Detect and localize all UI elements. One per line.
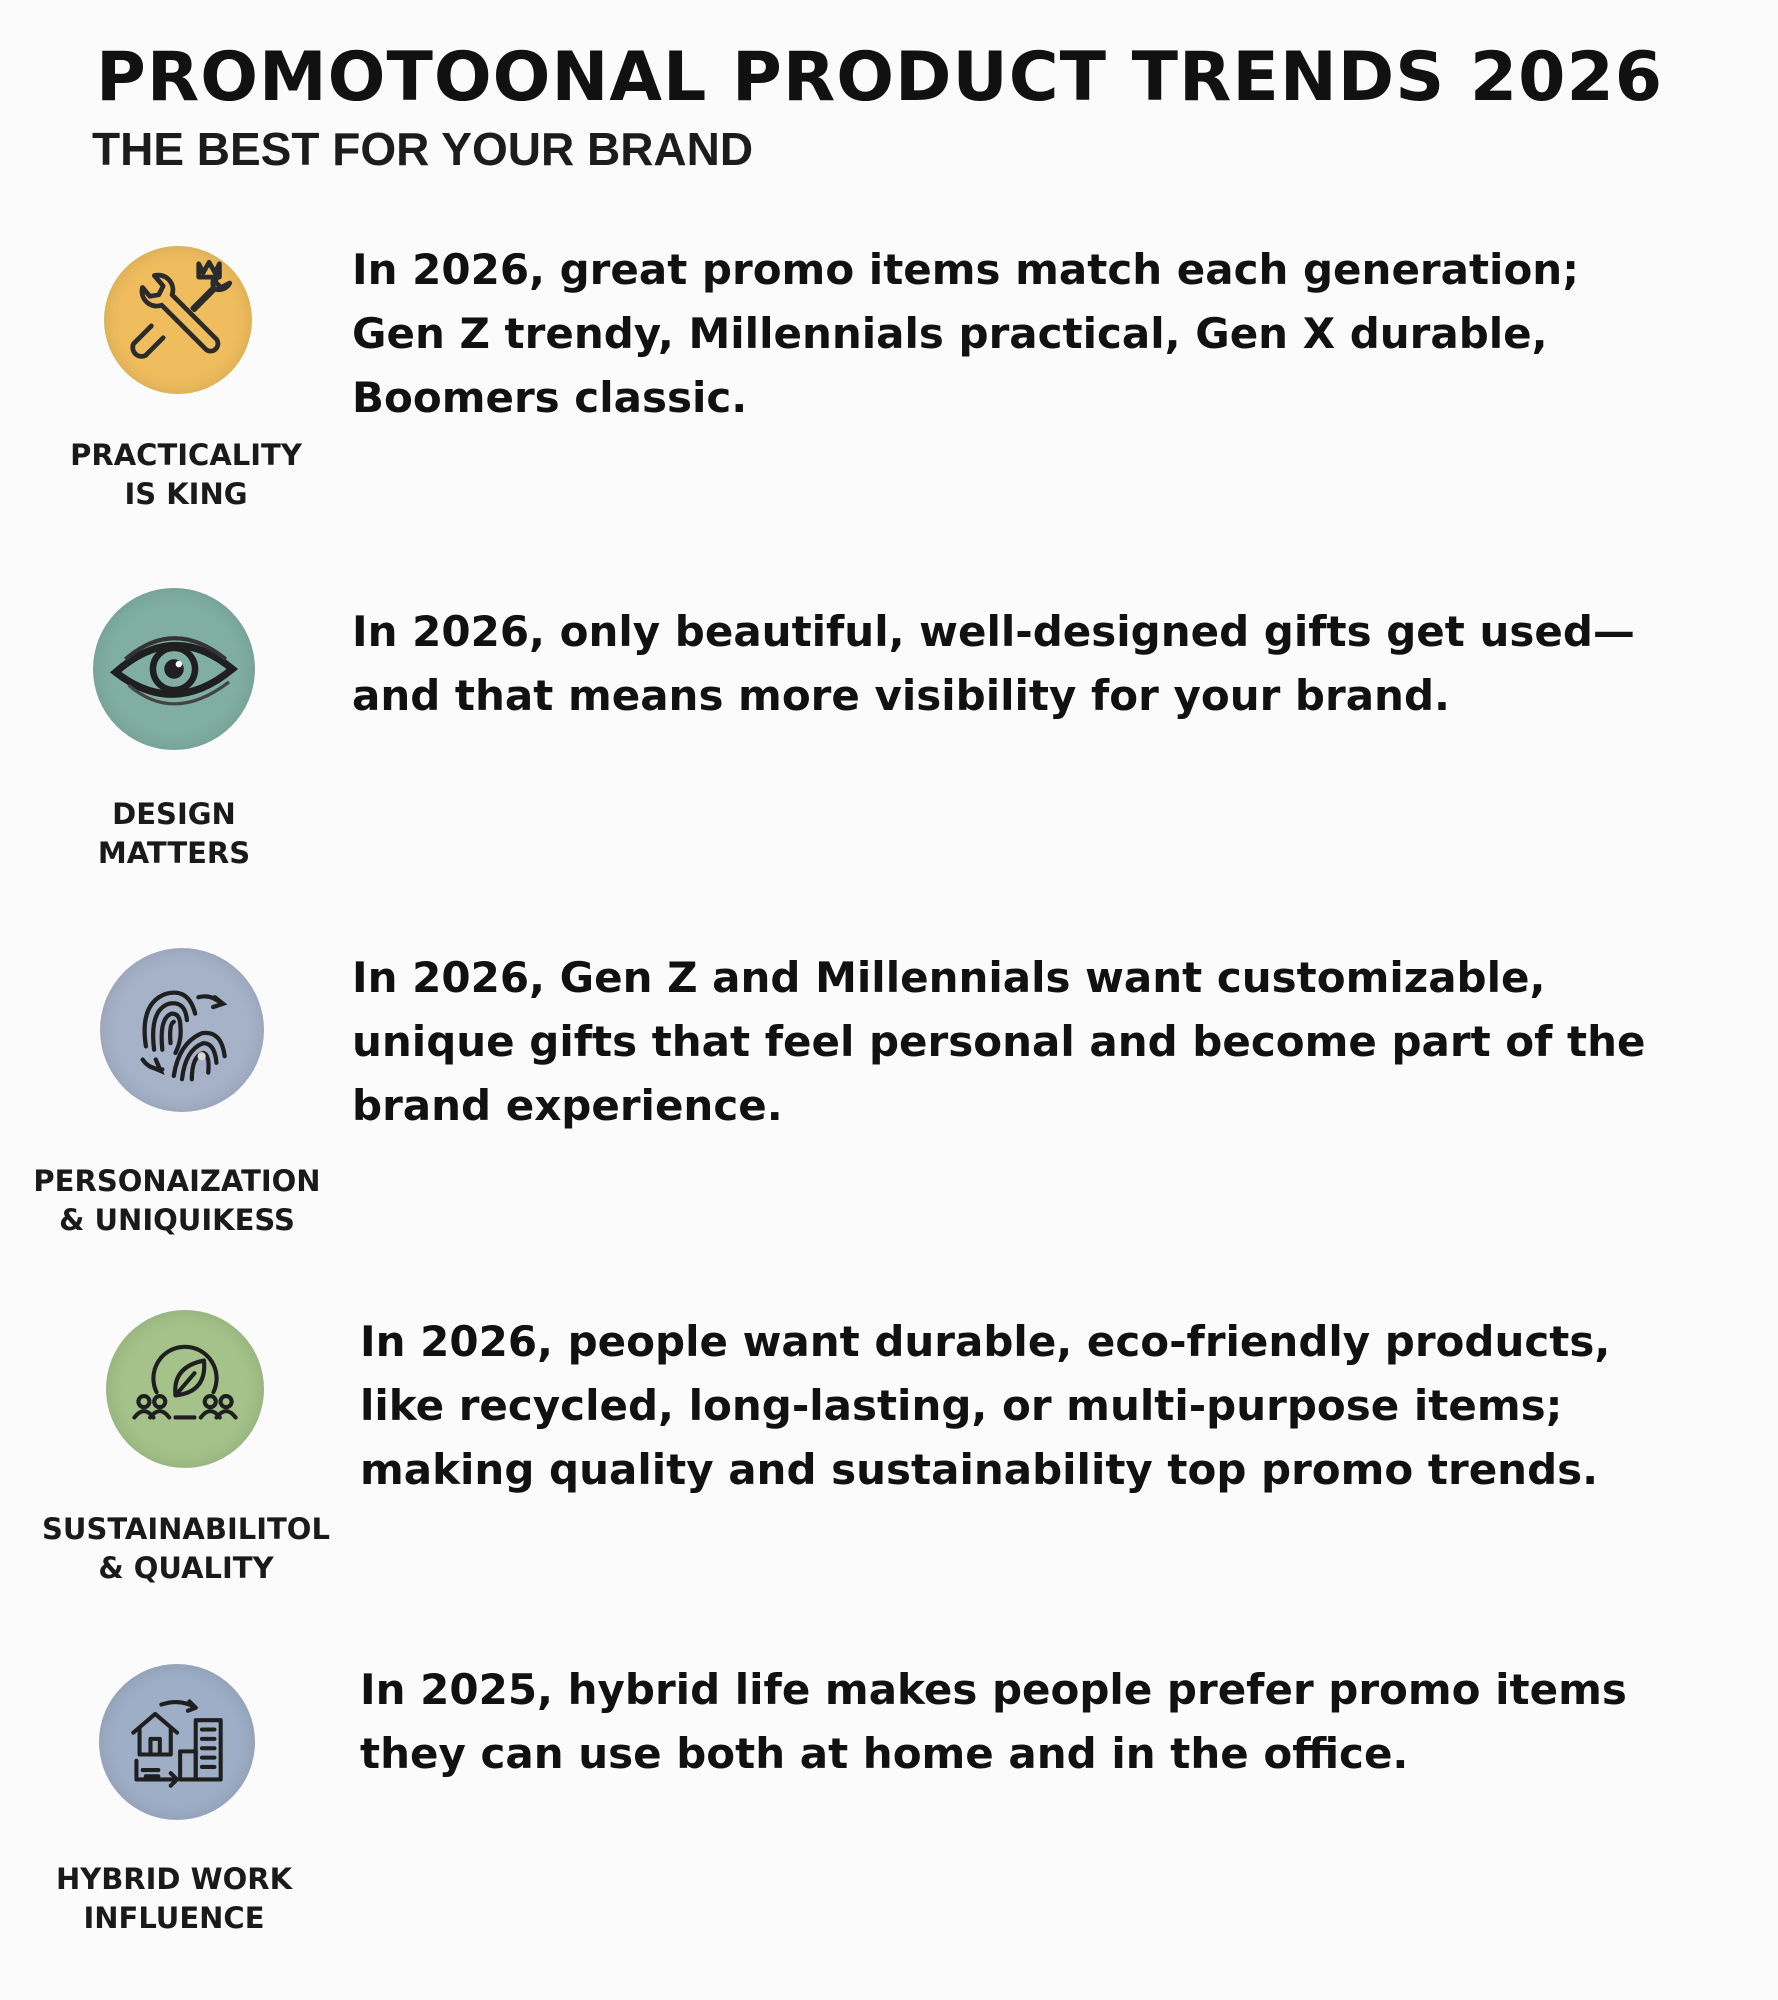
home-office-icon — [99, 1664, 255, 1820]
trend-label: HYBRID WORK INFLUENCE — [55, 1862, 293, 1935]
trend-description: In 2026, Gen Z and Millennials want customizable, unique gifts that feel personal and become part of the brand experience. — [352, 953, 1646, 1130]
trend-description: In 2025, hybrid life makes people prefer promo items they can use both at home and in the office. — [360, 1665, 1627, 1778]
trend-label: SUSTAINABILITOL & QUALITY — [42, 1512, 330, 1585]
trend-label: PERSONAIZATION & UNIQUIKESS — [33, 1164, 321, 1237]
eye-icon — [93, 588, 255, 750]
trend-description: In 2026, great promo items match each generation; Gen Z trendy, Millennials practical, Gen X durable, Boomers classic. — [352, 245, 1580, 422]
page-subtitle: THE BEST FOR YOUR BRAND — [92, 123, 754, 175]
trend-description: In 2026, people want durable, eco-friendly products, like recycled, long-lasting, or multi-purpose items; making quality and sustainability top promo trends. — [360, 1317, 1611, 1494]
wrench-crown-icon — [104, 246, 252, 394]
fingerprint-icon — [100, 948, 264, 1112]
trend-label: DESIGN MATTERS — [97, 797, 251, 870]
page-title: PROMOTOONAL PRODUCT TRENDS 2026 — [96, 38, 1664, 117]
trend-description: In 2026, only beautiful, well-designed gifts get used—and that means more visibility for your brand. — [352, 607, 1635, 720]
trend-label: PRACTICALITY IS KING — [70, 438, 302, 511]
leaf-community-icon — [106, 1310, 264, 1468]
